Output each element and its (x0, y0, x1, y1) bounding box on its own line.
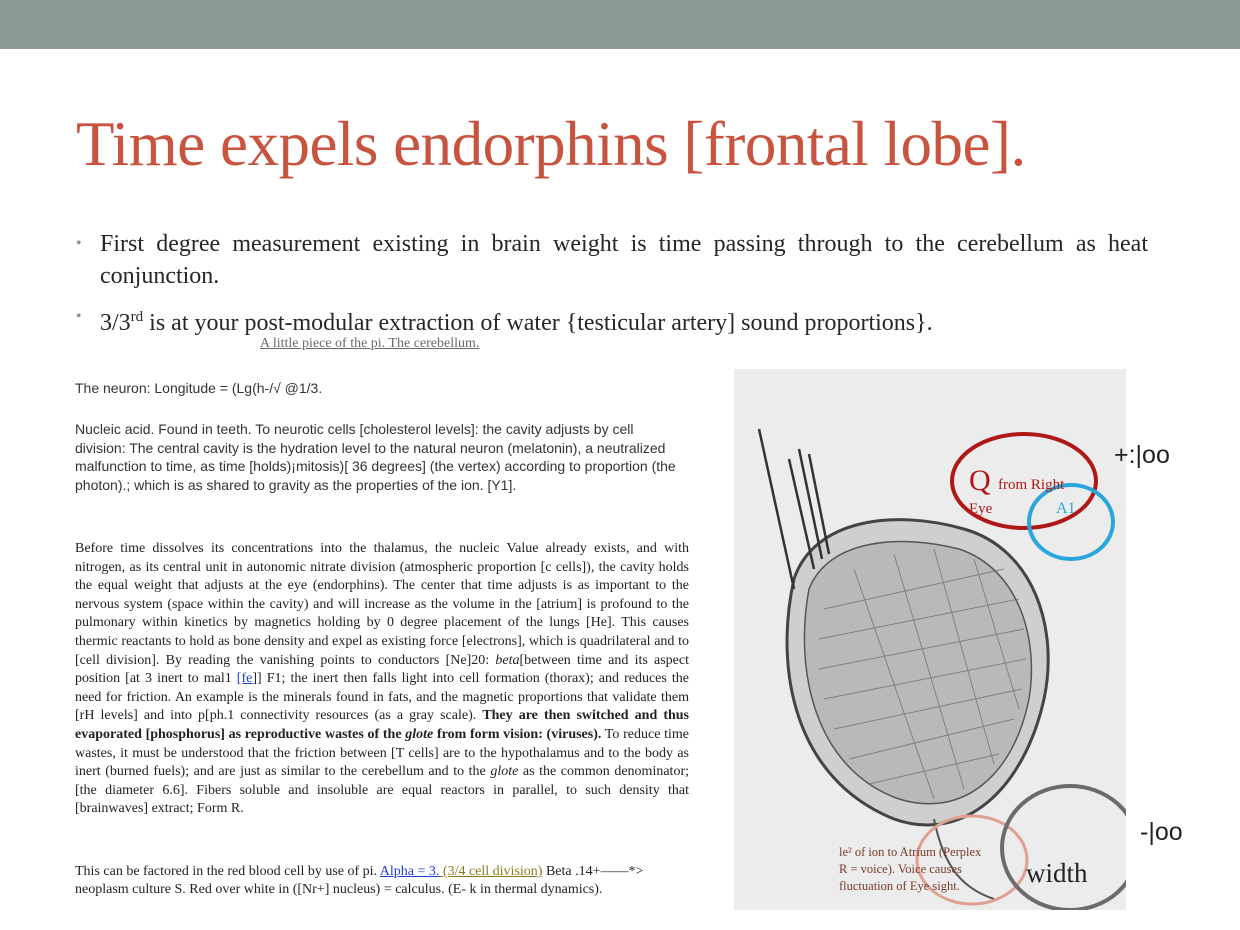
atrium-note: le² of ion to Atrium (Perplex R = voice). Voice causes fluctuation of Eye sight. (839, 845, 982, 893)
alpha-link[interactable]: Alpha = 3. (379, 864, 440, 879)
brain-sketch-image (734, 369, 1126, 910)
width-label: width (1026, 858, 1088, 888)
figure-caption: A little piece of the pi. The cerebellum. (260, 336, 480, 351)
plus-infinity-label: +:|oo (1114, 441, 1170, 469)
top-accent-bar (0, 0, 1240, 49)
bullet-item: • First degree measurement existing in brain weight is time passing through to the cerebellum as heat conjunction. (76, 228, 1148, 292)
fe-link[interactable]: [fe (236, 671, 253, 687)
paragraph-pi: This can be factored in the red blood cell by use of pi. Alpha = 3. (3/4 cell division) Beta .14+——*> neoplasm culture S. Red over white in ([Nr+] nucleus) = calculus. (E- k in thermal dynamics). (75, 864, 644, 897)
eye-label: Eye (969, 501, 993, 517)
cell-division-link[interactable]: (3/4 cell division) (439, 864, 543, 879)
q-label: Q (969, 464, 991, 497)
bullet-list (76, 228, 1148, 348)
a1-label: A1 (1056, 500, 1076, 517)
neuron-formula: The neuron: Longitude = (Lg(h-/√ @1/3. (75, 380, 323, 396)
slide-title: Time expels endorphins [frontal lobe]. (76, 109, 1026, 179)
bullet-dot-icon: • (76, 308, 82, 325)
from-right-label: from Right (998, 477, 1065, 493)
paragraph-main: Before time dissolves its concentrations into the thalamus, the nucleic Value already exists, and with nitrogen, as its central unit in autonomic nitrate division (atmospheric proportion [c cells]), the cavity holds the equal weight that adjusts at the eye (endorphins). The center that time adjusts is as important to the nervous system (space within the cavity) and will increase as the volume in the [atrium] is profound to the pulmonary within kinetics by magnetics holding by 0 degree placement of the lungs [He]. This causes thermic reactants to hold as bone density and expel as existing force [electrons], which is quadrilateral and to [cell division]. By reading the vanishing points to conductors [Ne]20: beta[between time and its aspect position [at 3 inert to mal1 [fe]] F1; the inert then falls light into cell formation (thorax); and reduces the need for friction. An example is the minerals found in fats, and the magnetic proportions that validate them [rH levels] and into p[ph.1 connectivity resources (as a gray scale). They are then switched and thus evaporated [phosphorus] as reproductive wastes of the glote from form vision: (viruses). To reduce time wastes, it must be understood that the friction between [T cells] are to the hypothalamus and to the body as inert (burned fuels); and are just as similar to the cerebellum and to the glote as the common denominator; [the diameter 6.6]. Fibers soluble and insoluble are equal reactors in parallel, to such density that [brainwaves] extract; Form R. (75, 541, 690, 817)
minus-infinity-label: -|oo (1140, 818, 1183, 846)
bullet-dot-icon: • (76, 235, 82, 252)
bullet-item: • 3/3rd is at your post-modular extraction of water {testicular artery] sound proportions}. (76, 301, 1148, 339)
paragraph-nucleic-acid: Nucleic acid. Found in teeth. To neurotic cells [cholesterol levels]: the cavity adjusts by cell division: The central cavity is the hydration level to the natural neuron (melatonin), a neutralized malfunction to time, as time [holds)¡mitosis)[ 36 degrees] (the vertex) according to proportion (the photon).; which is as shared to gravity as the properties of the ion. [Y1]. (75, 421, 676, 493)
